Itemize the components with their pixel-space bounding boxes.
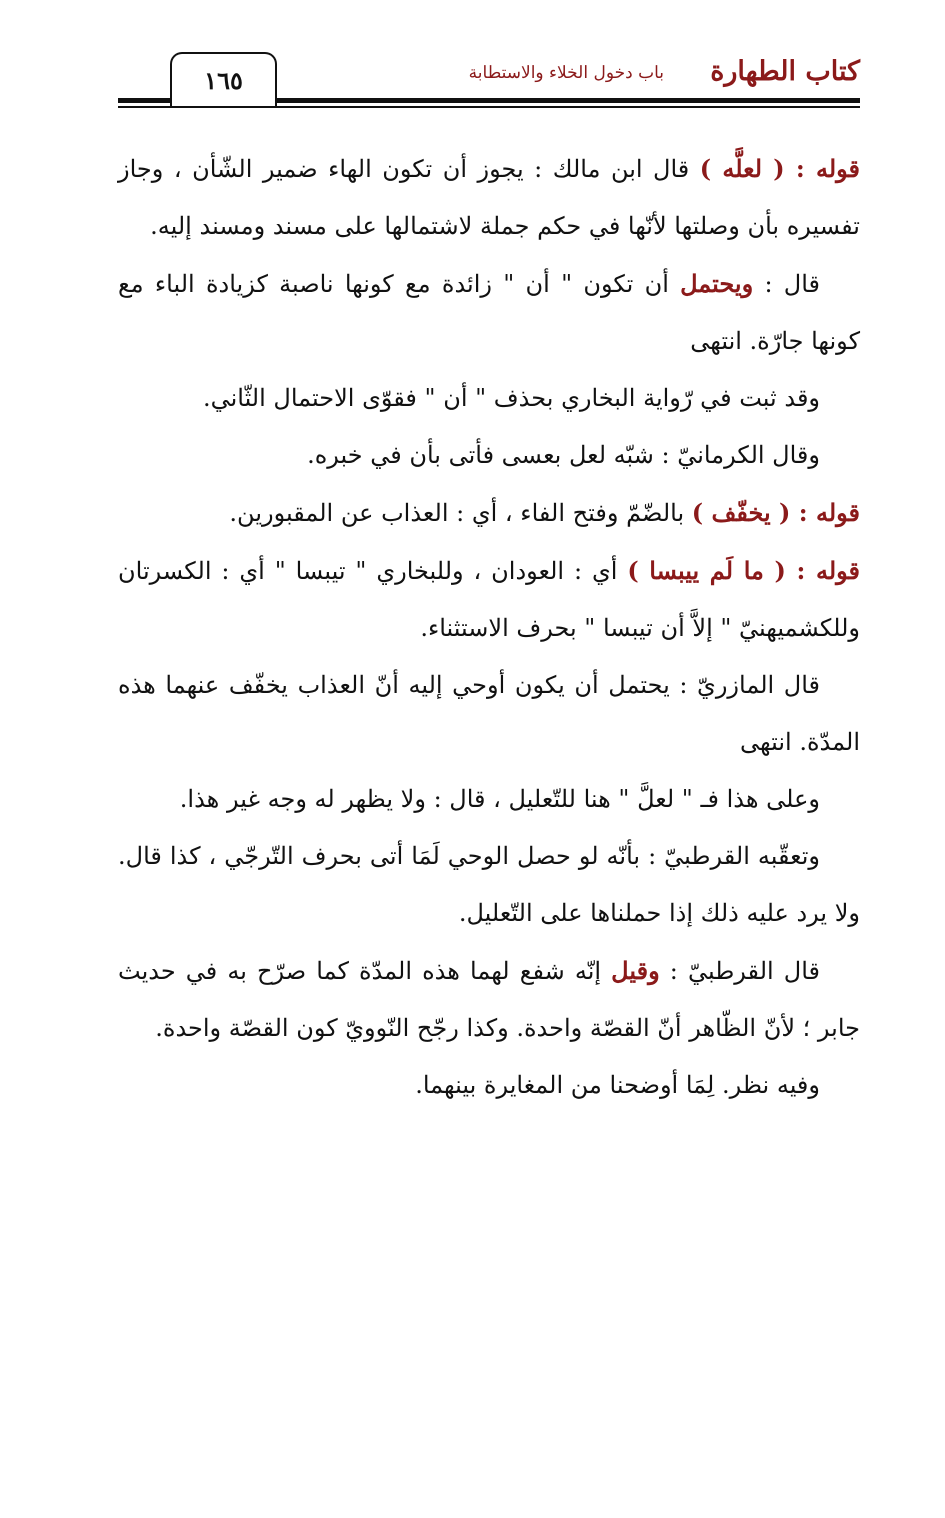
paragraph-text: وقد ثبت في رّواية البخاري بحذف " أن " فقوّى الاحتمال الثّاني.	[202, 384, 820, 412]
paragraph-6	[118, 542, 860, 657]
paragraph-text: إنّه شفع لهما هذه المدّة كما صرّح به في حديث جابر ؛ لأنّ الظّاهر أنّ القصّة واحدة. وكذا رجّح النّوويّ كون القصّة واحدة.	[118, 957, 860, 1042]
book-title: كتاب الطهارة	[710, 56, 860, 87]
paragraph-text: أن تكون " أن " زائدة مع كونها ناصبة كزيادة الباء مع كونها جارّة. انتهى	[118, 270, 860, 355]
chapter-title: باب دخول الخلاء والاستطابة	[468, 63, 664, 83]
paragraph-5	[118, 484, 860, 542]
paragraph-text: أي : العودان ، وللبخاري " تيبسا " أي : الكسرتان وللكشميهنيّ " إلاَّ أن تيبسا " بحرف الاستثناء.	[118, 557, 860, 642]
paragraph-8	[118, 771, 860, 828]
paragraph-text: قال المازريّ : يحتمل أن يكون أوحي إليه أنّ العذاب يخفّف عنهما هذه المدّة. انتهى	[118, 671, 860, 756]
paragraph-text: وتعقّبه القرطبيّ : بأنّه لو حصل الوحي لَمَا أتى بحرف التّرجّي ، كذا قال. ولا يرد عليه ذلك إذا حملناها على التّعليل.	[118, 842, 860, 927]
paragraph-prefix: قال :	[753, 270, 820, 298]
keyword-inline: ويحتمل	[680, 269, 754, 298]
paragraph-text: وقال الكرمانيّ : شبّه لعل بعسى فأتى بأن في خبره.	[307, 441, 820, 469]
keyword-lead: قوله : ( يخفّف )	[691, 498, 860, 527]
paragraph-9	[118, 828, 860, 942]
body-text	[118, 140, 860, 1114]
paragraph-4	[118, 427, 860, 484]
keyword-lead: قوله : ( ما لَم ييبسا )	[627, 556, 861, 585]
paragraph-1	[118, 140, 860, 255]
keyword-lead: قوله : ( لعلَّه )	[699, 154, 860, 183]
paragraph-2	[118, 255, 860, 370]
paragraph-7	[118, 657, 860, 771]
paragraph-text: وفيه نظر. لِمَا أوضحنا من المغايرة بينهما.	[415, 1071, 820, 1099]
paragraph-11	[118, 1057, 860, 1114]
paragraph-prefix: قال القرطبيّ :	[659, 957, 821, 985]
paragraph-10	[118, 942, 860, 1057]
keyword-inline: وقيل	[611, 956, 660, 985]
paragraph-text: قال ابن مالك : يجوز أن تكون الهاء ضمير الشّأن ، وجاز تفسيره بأن وصلتها لأنّها في حكم جملة لاشتمالها على مسند ومسند إليه.	[118, 155, 860, 240]
paragraph-text: وعلى هذا فـ " لعلَّ " هنا للتّعليل ، قال : ولا يظهر له وجه غير هذا.	[179, 785, 820, 813]
header-rule-thin	[118, 106, 860, 108]
paragraph-text: بالضّمّ وفتح الفاء ، أي : العذاب عن المقبورين.	[229, 499, 692, 527]
paragraph-3	[118, 370, 860, 427]
page-number: ١٦٥	[170, 52, 277, 106]
